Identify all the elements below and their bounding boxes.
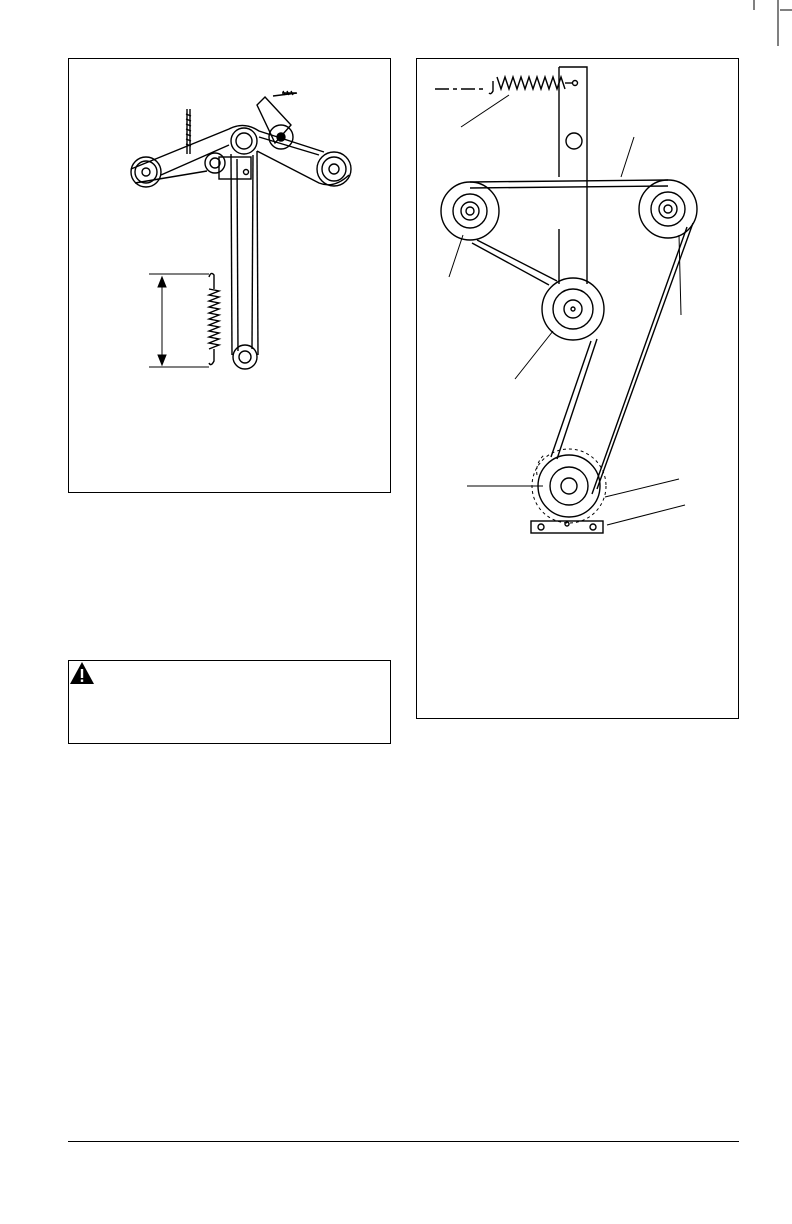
leader-spring: [461, 95, 509, 127]
leader-pulley-left: [449, 235, 463, 277]
leader-bracket: [607, 505, 685, 525]
pulley-middle: [542, 278, 604, 340]
pulley-top-left: [441, 182, 499, 240]
pulley-top-right: [639, 180, 697, 238]
bottom-pulley: [233, 345, 257, 369]
footer-rule: [68, 1141, 739, 1142]
warning-triangle-icon: [69, 661, 95, 685]
crop-mark: [0, 0, 792, 60]
leader-drive-belt: [605, 479, 679, 497]
belt-drive-diagram: [69, 59, 392, 494]
figure-right-pulley-layout: [416, 58, 739, 719]
frame-hole: [566, 133, 582, 149]
warning-box: [68, 660, 391, 744]
center-pulley: [231, 128, 257, 154]
belt-pulley-diagram: [417, 59, 740, 720]
idler-pulley: [205, 153, 225, 173]
figure-left-belt-drive: [68, 58, 391, 493]
leader-belt: [621, 137, 634, 177]
pulley-drive: [538, 455, 600, 517]
leader-pulley-middle: [515, 331, 553, 379]
